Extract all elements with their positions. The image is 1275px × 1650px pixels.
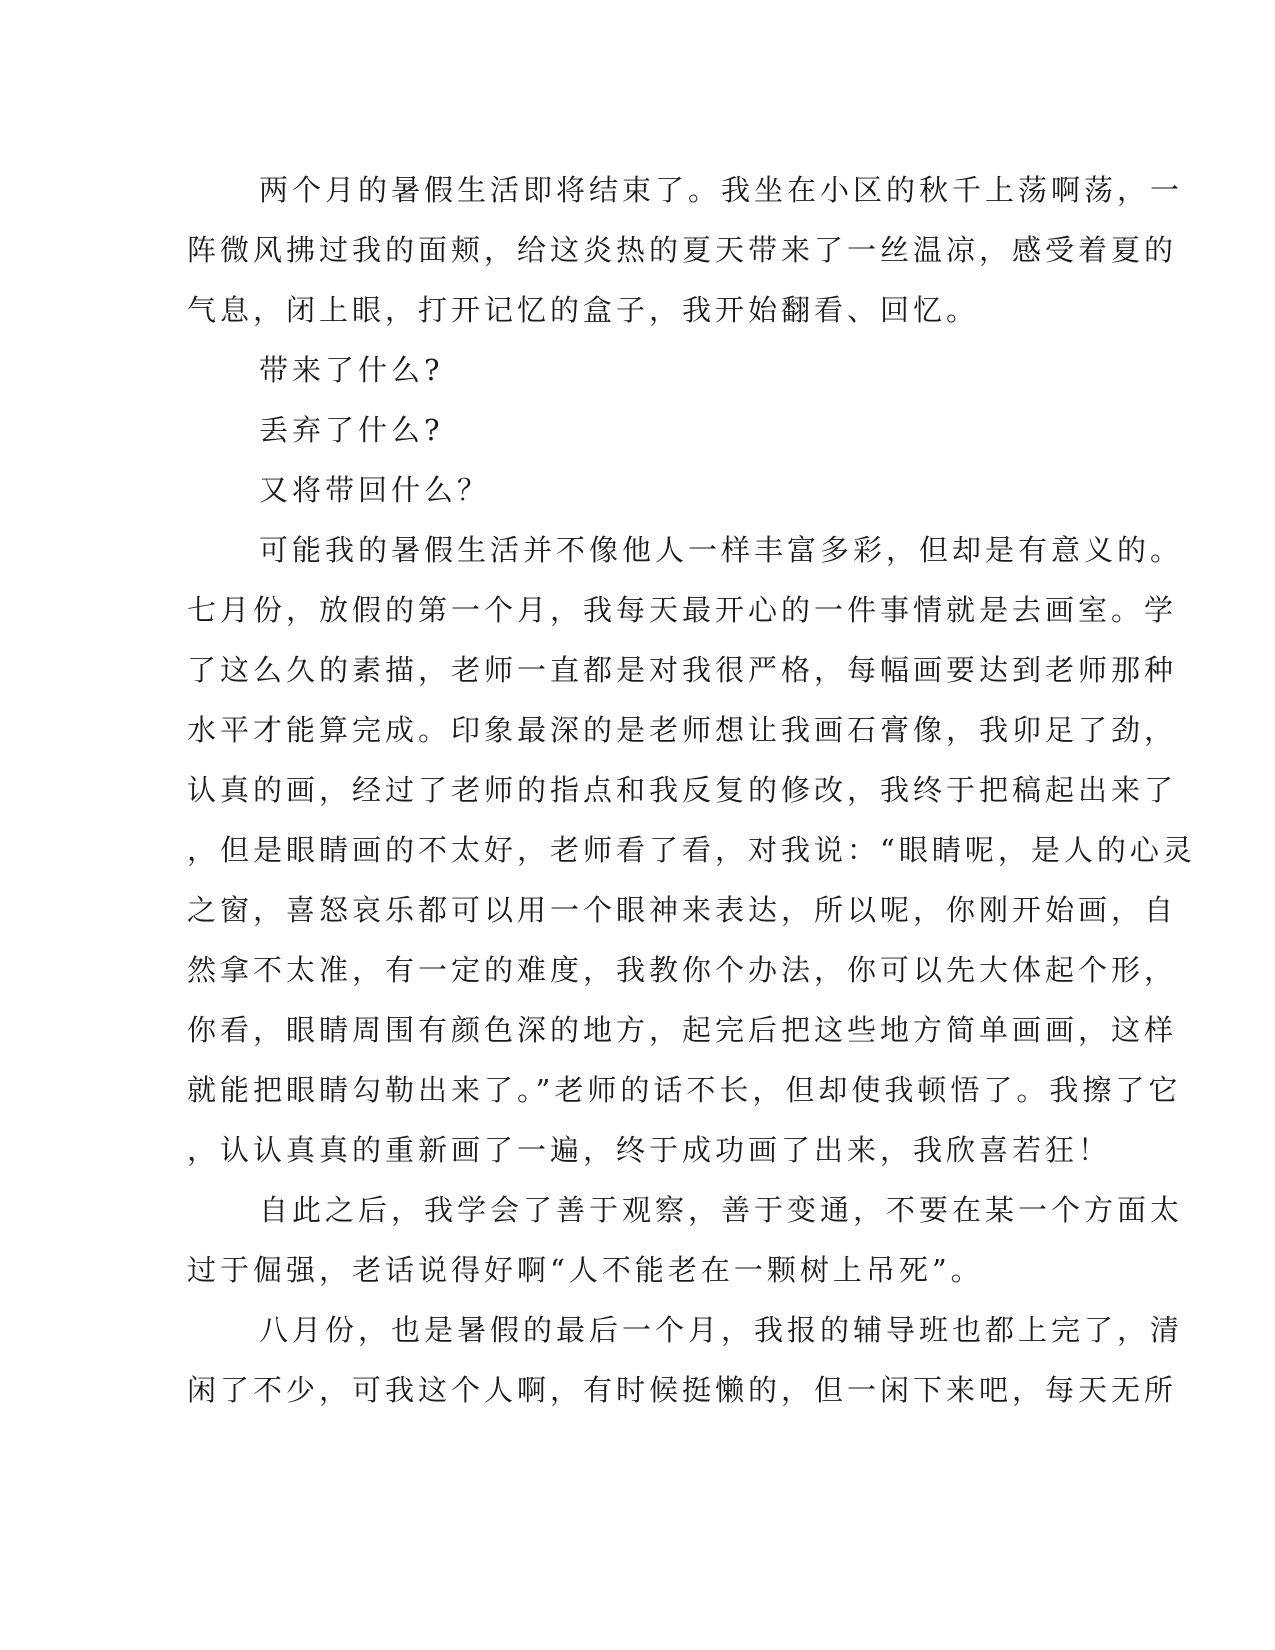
- paragraph-line: 了这么久的素描，老师一直都是对我很严格，每幅画要达到老师那种: [187, 653, 1178, 687]
- paragraph-line: 阵微风拂过我的面颊，给这炎热的夏天带来了一丝温凉，感受着夏的: [187, 233, 1178, 267]
- paragraph-line: 八月份，也是暑假的最后一个月，我报的辅导班也都上完了，清: [259, 1313, 1184, 1347]
- paragraph-line: 又将带回什么？: [259, 473, 491, 507]
- paragraph-line: 带来了什么?: [259, 353, 444, 387]
- paragraph-line: 你看，眼睛周围有颜色深的地方，起完后把这些地方简单画画，这样: [187, 1013, 1178, 1047]
- paragraph-line: 可能我的暑假生活并不像他人一样丰富多彩，但却是有意义的。: [259, 533, 1184, 567]
- paragraph-line: 然拿不太准，有一定的难度，我教你个办法，你可以先大体起个形，: [187, 953, 1178, 987]
- essay-body: [187, 160, 1196, 1420]
- paragraph-line: 过于倔强，老话说得好啊“人不能老在一颗树上吊死”。: [187, 1253, 984, 1287]
- paragraph-line: ，但是眼睛画的不太好，老师看了看，对我说：“眼睛呢，是人的心灵: [187, 833, 1196, 867]
- paragraph-line: 闲了不少，可我这个人啊，有时候挺懒的，但一闲下来吧，每天无所: [187, 1373, 1178, 1407]
- paragraph-line: 之窗，喜怒哀乐都可以用一个眼神来表达，所以呢，你刚开始画，自: [187, 893, 1178, 927]
- paragraph-line: 认真的画，经过了老师的指点和我反复的修改，我终于把稿起出来了: [187, 773, 1178, 807]
- paragraph-line: 七月份，放假的第一个月，我每天最开心的一件事情就是去画室。学: [187, 593, 1178, 627]
- paragraph-line: 就能把眼睛勾勒出来了。”老师的话不长，但却使我顿悟了。我擦了它: [187, 1073, 1182, 1107]
- paragraph-line: ，认认真真的重新画了一遍，终于成功画了出来，我欣喜若狂！: [187, 1133, 1112, 1167]
- paragraph-line: 气息，闭上眼，打开记忆的盒子，我开始翻看、回忆。: [187, 293, 980, 327]
- paragraph-line: 两个月的暑假生活即将结束了。我坐在小区的秋千上荡啊荡，一: [259, 173, 1184, 207]
- paragraph-line: 自此之后，我学会了善于观察，善于变通，不要在某一个方面太: [259, 1193, 1184, 1227]
- paragraph-line: 水平才能算完成。印象最深的是老师想让我画石膏像，我卯足了劲，: [187, 713, 1178, 747]
- paragraph-line: 丢弃了什么?: [259, 413, 444, 447]
